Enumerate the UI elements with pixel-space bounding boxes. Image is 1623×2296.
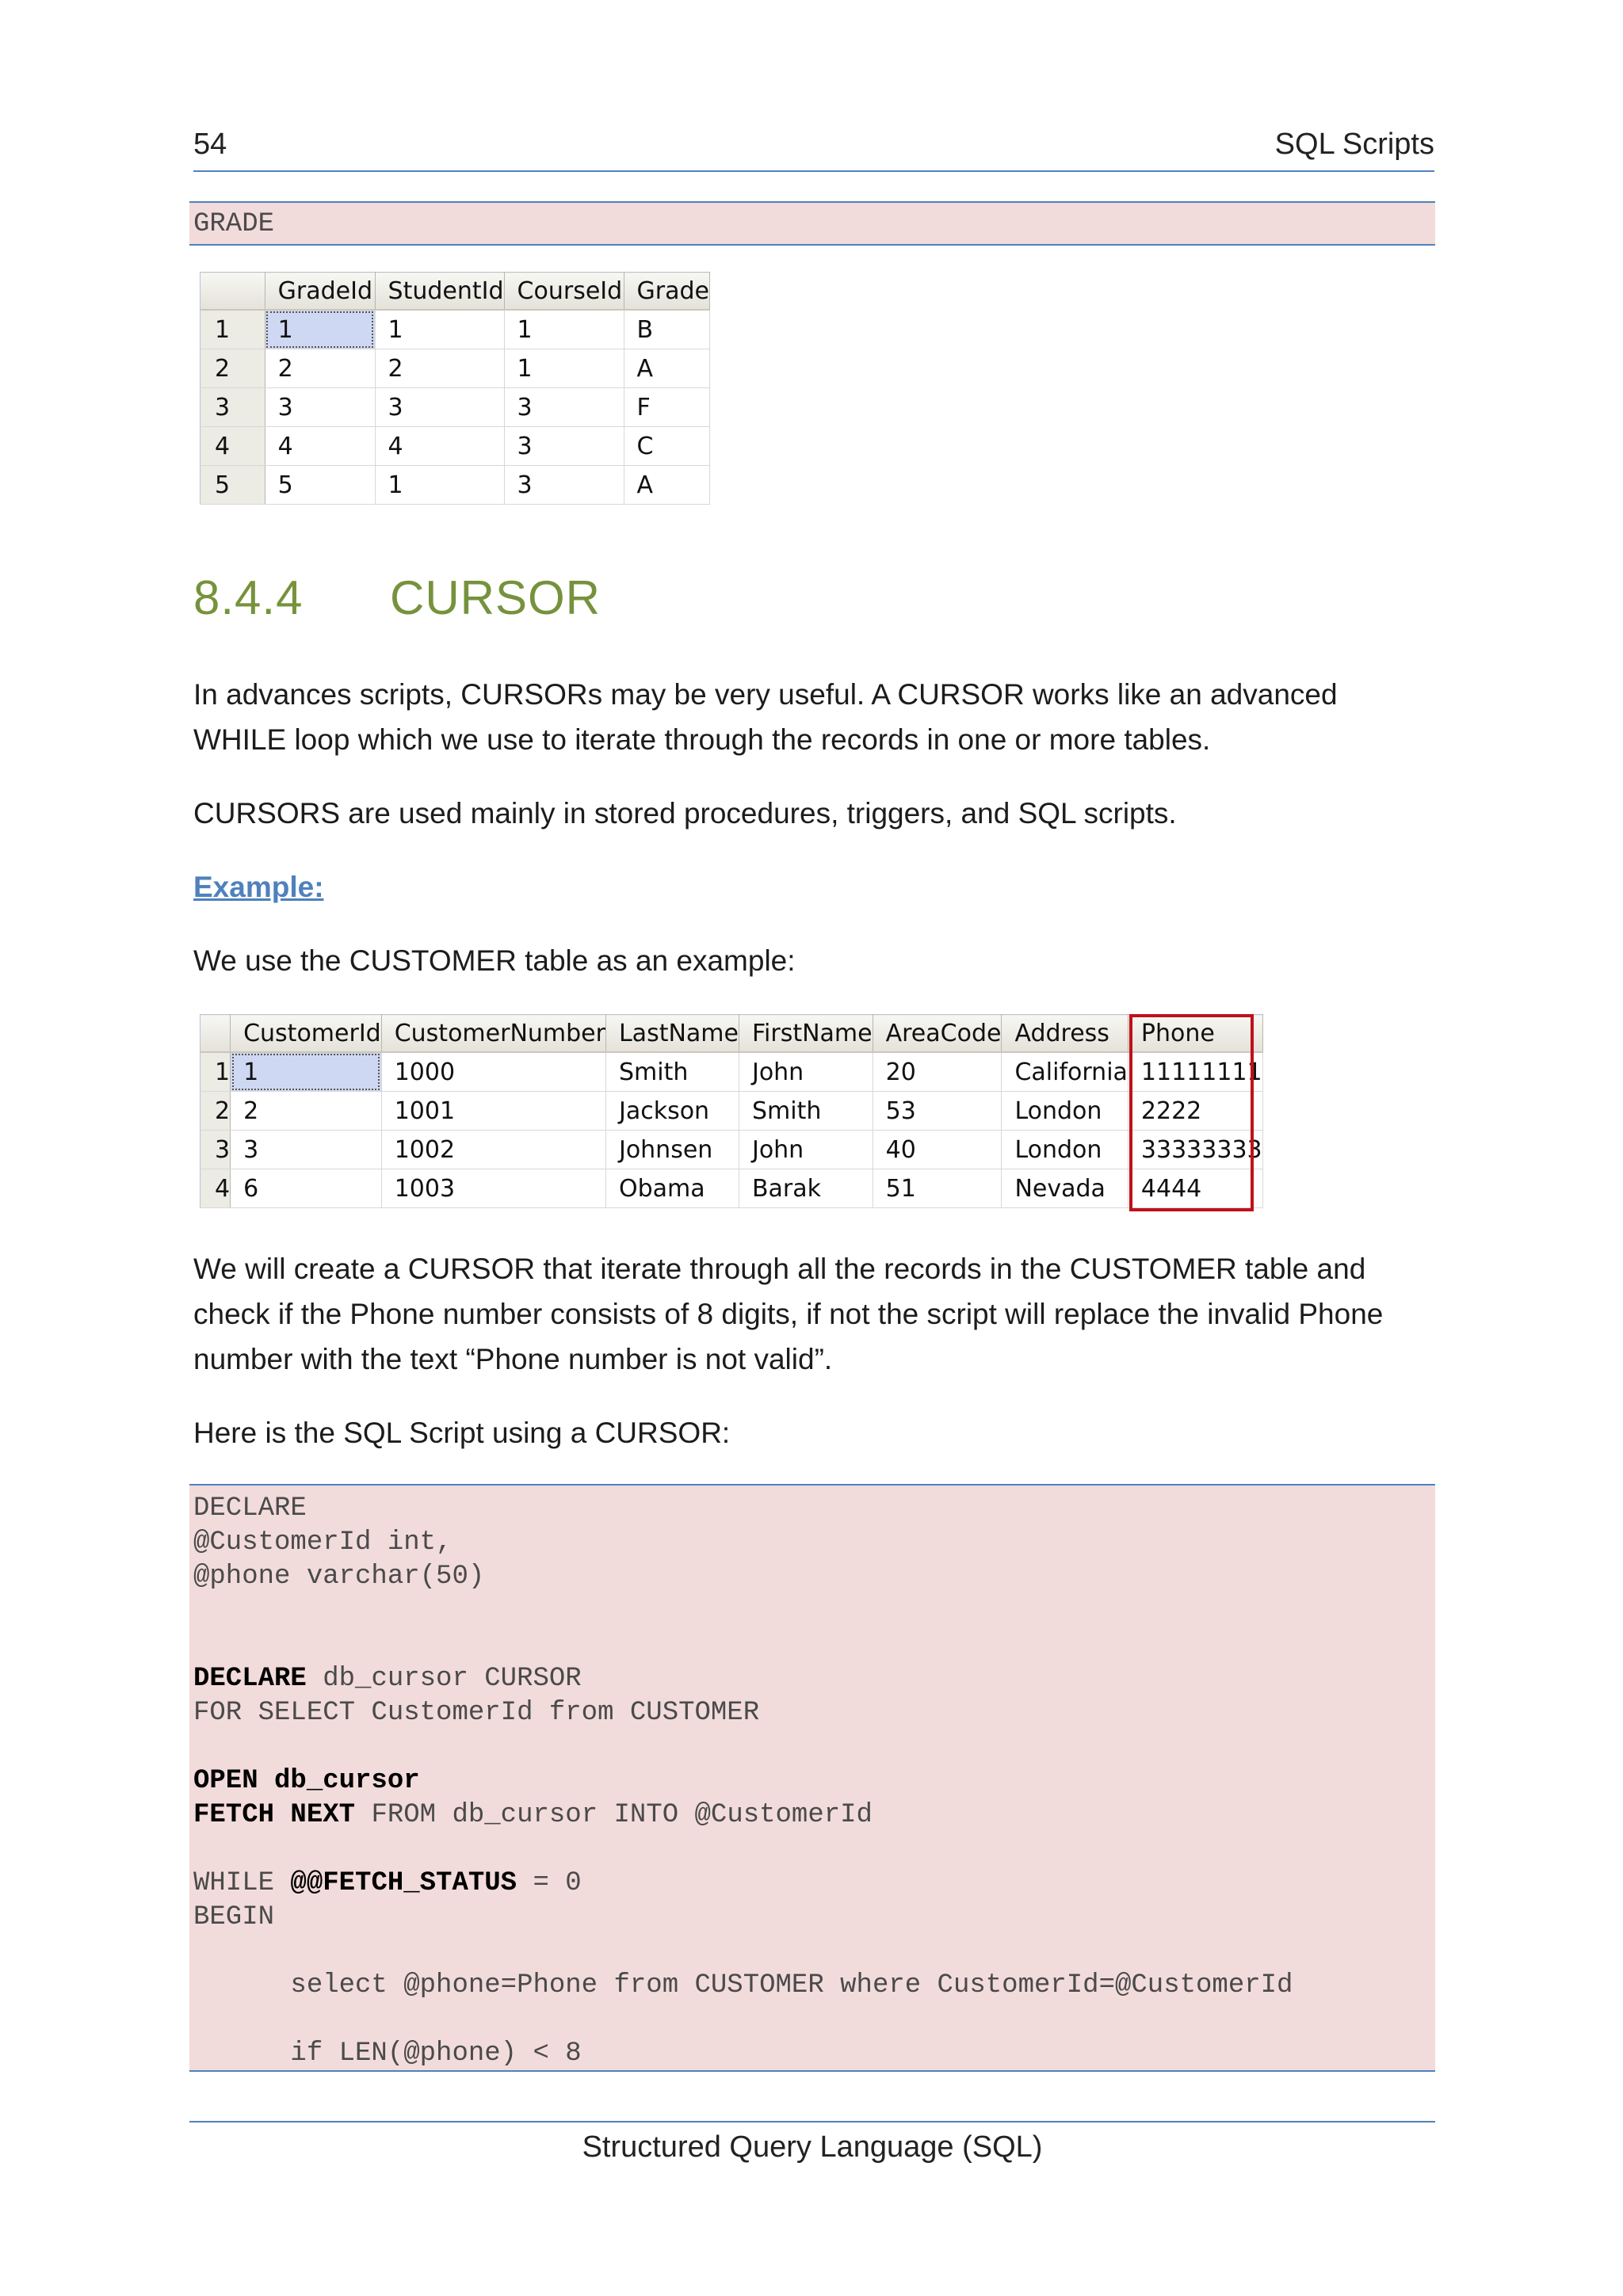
row-number-cell: 2: [200, 1092, 231, 1131]
row-number-cell: 1: [200, 1052, 231, 1092]
code-line: OPEN db_cursor: [193, 1766, 420, 1796]
table-cell: John: [739, 1052, 873, 1092]
code-line: @CustomerId int,: [193, 1527, 453, 1558]
row-number-cell: 1: [200, 310, 265, 349]
table-cell: Obama: [605, 1169, 739, 1208]
table-cell: 4: [375, 427, 504, 466]
row-number-cell: 3: [200, 388, 265, 427]
grade-table-header: [200, 273, 710, 311]
example-label: Example:: [193, 871, 324, 903]
code-line: if LEN(@phone) < 8: [193, 2039, 582, 2069]
page-footer: [189, 2121, 1435, 2164]
table-cell: 1: [504, 310, 624, 349]
table-cell: 3: [504, 466, 624, 505]
row-number-cell: 2: [200, 349, 265, 388]
table-cell: 1: [375, 466, 504, 505]
code-line: [193, 1867, 1435, 1901]
column-header: StudentId: [375, 273, 504, 311]
table-cell: Johnsen: [605, 1131, 739, 1169]
table-cell: 4: [265, 427, 375, 466]
table-cell: 11111111: [1128, 1052, 1262, 1092]
column-header: Phone: [1128, 1015, 1262, 1053]
row-number-cell: 4: [200, 427, 265, 466]
table-row: [200, 466, 710, 505]
code-text: = 0: [517, 1868, 582, 1898]
row-number-cell: 5: [200, 466, 265, 505]
code-blank-line: [193, 2003, 1435, 2037]
table-cell: 33333333: [1128, 1131, 1262, 1169]
row-number-header: [200, 1015, 231, 1053]
code-blank-line: [193, 1730, 1435, 1764]
table-cell: A: [624, 466, 709, 505]
table-cell: London: [1002, 1131, 1128, 1169]
code-line: [193, 1798, 1435, 1833]
table-cell: 51: [873, 1169, 1002, 1208]
table-cell: 2: [265, 349, 375, 388]
table-cell: John: [739, 1131, 873, 1169]
table-row: [200, 1052, 1263, 1092]
footer-text: Structured Query Language (SQL): [582, 2130, 1043, 2164]
table-cell: 1003: [381, 1169, 605, 1208]
example-heading: [193, 864, 1438, 910]
page-number: 54: [193, 128, 227, 161]
table-cell: 5: [265, 466, 375, 505]
code-blank-line: [193, 1935, 1435, 1969]
code-line: FOR SELECT CustomerId from CUSTOMER: [193, 1698, 760, 1728]
code-text: FROM db_cursor INTO @CustomerId: [355, 1800, 873, 1830]
column-header: AreaCode: [873, 1015, 1002, 1053]
table-cell: 40: [873, 1131, 1002, 1169]
grade-table: [200, 272, 710, 505]
table-cell: 1001: [381, 1092, 605, 1131]
table-row: [200, 1131, 1263, 1169]
table-row: [200, 1092, 1263, 1131]
column-header: GradeId: [265, 273, 375, 311]
table-cell: 1: [375, 310, 504, 349]
table-row: [200, 349, 710, 388]
table-cell: 1: [265, 310, 375, 349]
code-line: BEGIN: [193, 1902, 275, 1932]
table-cell: C: [624, 427, 709, 466]
grade-code-block: [189, 201, 1435, 246]
table-cell: 1: [504, 349, 624, 388]
table-cell: 3: [504, 388, 624, 427]
row-number-cell: 3: [200, 1131, 231, 1169]
sql-code-block: [189, 1484, 1435, 2072]
table-cell: Nevada: [1002, 1169, 1128, 1208]
table-cell: 6: [231, 1169, 382, 1208]
column-header: FirstName: [739, 1015, 873, 1053]
code-line: @phone varchar(50): [193, 1562, 485, 1592]
example-paragraph: We use the CUSTOMER table as an example:: [193, 944, 796, 977]
table-cell: 1000: [381, 1052, 605, 1092]
row-number-header: [200, 273, 265, 311]
section-title: CURSOR: [390, 571, 601, 624]
column-header: Address: [1002, 1015, 1128, 1053]
phone-column-highlight: [1129, 1014, 1254, 1211]
column-header: Grade: [624, 273, 709, 311]
section-heading: [193, 570, 601, 625]
grade-label: GRADE: [193, 209, 275, 239]
code-blank-line: [193, 1594, 1435, 1628]
table-cell: London: [1002, 1092, 1128, 1131]
code-keyword: DECLARE: [193, 1664, 307, 1694]
code-blank-line: [193, 1833, 1435, 1867]
code-line: [193, 1662, 1435, 1696]
table-cell: Smith: [739, 1092, 873, 1131]
table-cell: B: [624, 310, 709, 349]
code-blank-line: [193, 1628, 1435, 1662]
code-text: db_cursor CURSOR: [306, 1664, 582, 1694]
table-cell: F: [624, 388, 709, 427]
table-cell: California: [1002, 1052, 1128, 1092]
table-cell: 2222: [1128, 1092, 1262, 1131]
script-intro-paragraph: Here is the SQL Script using a CURSOR:: [193, 1417, 731, 1449]
table-cell: 1: [231, 1052, 382, 1092]
table-cell: 4444: [1128, 1169, 1262, 1208]
code-line: select @phone=Phone from CUSTOMER where CustomerId=@CustomerId: [193, 1970, 1293, 2000]
customer-table-header: [200, 1015, 1263, 1053]
column-header: CustomerId: [231, 1015, 382, 1053]
code-keyword: FETCH NEXT: [193, 1800, 356, 1830]
table-row: [200, 1169, 1263, 1208]
table-cell: A: [624, 349, 709, 388]
table-cell: 3: [231, 1131, 382, 1169]
table-cell: 53: [873, 1092, 1002, 1131]
table-row: [200, 427, 710, 466]
table-cell: 2: [375, 349, 504, 388]
usage-paragraph: CURSORS are used mainly in stored procedures, triggers, and SQL scripts.: [193, 797, 1177, 830]
table-row: [200, 310, 710, 349]
table-cell: Smith: [605, 1052, 739, 1092]
explanation-paragraph: We will create a CURSOR that iterate through all the records in the CUSTOMER table and check if the Phone number consists of 8 digits, if not the script will replace the invalid Phone number with the text “Phone number is not valid”.: [193, 1253, 1384, 1375]
column-header: LastName: [605, 1015, 739, 1053]
running-title: SQL Scripts: [1274, 128, 1434, 161]
table-cell: Barak: [739, 1169, 873, 1208]
column-header: CustomerNumber: [381, 1015, 605, 1053]
table-cell: 3: [375, 388, 504, 427]
table-cell: 20: [873, 1052, 1002, 1092]
intro-paragraph: In advances scripts, CURSORs may be very useful. A CURSOR works like an advanced WHILE loop which we use to iterate through the records in one or more tables.: [193, 678, 1338, 756]
code-keyword: @@FETCH_STATUS: [290, 1868, 517, 1898]
table-cell: 2: [231, 1092, 382, 1131]
code-text: WHILE: [193, 1868, 291, 1898]
customer-table: [200, 1014, 1263, 1208]
table-cell: Jackson: [605, 1092, 739, 1131]
page-header: [193, 123, 1434, 172]
table-cell: 1002: [381, 1131, 605, 1169]
table-cell: 3: [265, 388, 375, 427]
code-line: DECLARE: [193, 1493, 307, 1524]
table-cell: 3: [504, 427, 624, 466]
section-number: 8.4.4: [193, 571, 304, 624]
row-number-cell: 4: [200, 1169, 231, 1208]
table-row: [200, 388, 710, 427]
column-header: CourseId: [504, 273, 624, 311]
